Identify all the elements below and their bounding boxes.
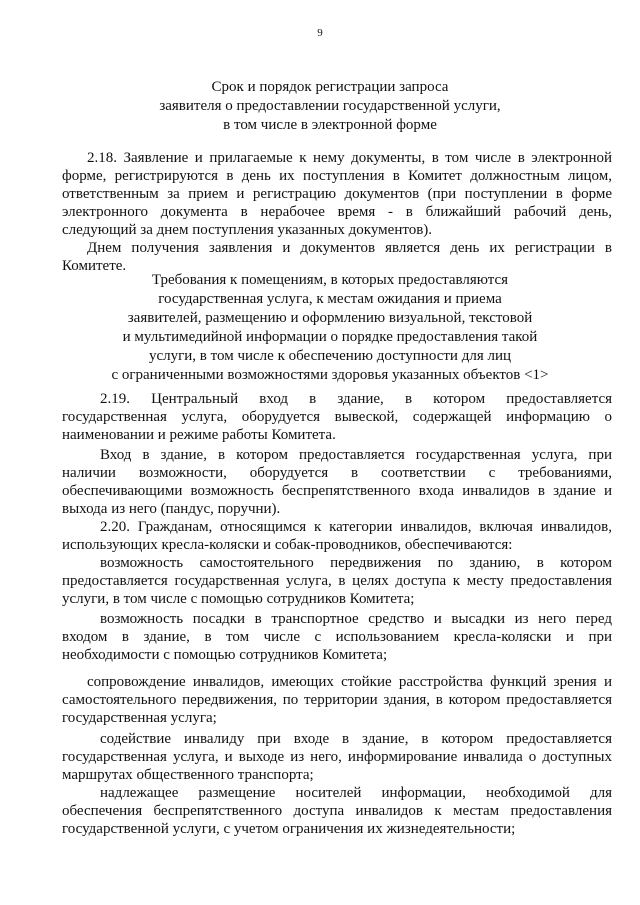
heading-line: с ограниченными возможностями здоровья указанных объектов <1> [111,367,549,383]
text-line: государственная услуга; [62,710,217,726]
text-line: Комитете. [62,258,127,274]
text-line: государственной услуги, с учетом ограничения их жизнедеятельности; [62,821,516,837]
text-line: Днем получения заявления и документов является день их регистрации в [87,240,612,256]
heading-line: заявителя о предоставлении государственной услуги, [159,98,501,114]
text-line: государственная услуга, и выходе из него, информирование инвалида о доступных [62,749,612,765]
text-line: входом в здание, в том числе с использованием кресла-коляски и при [62,629,612,645]
text-line: Вход в здание, в котором предоставляется государственная услуга, при [100,447,612,463]
text-line: сопровождение инвалидов, имеющих стойкие расстройства функций зрения и [87,674,612,690]
text-line: государственная услуга, оборудуется вывеской, содержащей информацию о [62,409,612,425]
heading-line: государственная услуга, к местам ожидания и приема [158,291,502,307]
text-line: обеспечивающими возможность беспрепятственного входа инвалидов в здание и [62,483,612,499]
heading-line: Срок и порядок регистрации запроса [211,79,449,95]
text-line: самостоятельного передвижения, по территории здания, в котором предоставляется [62,692,612,708]
text-line: использующих кресла-коляски и собак-проводников, обеспечиваются: [62,537,513,553]
section-heading-premises [60,271,600,385]
text-line: предоставляется государственная услуга, в целях доступа к месту предоставления [62,573,612,589]
text-line: наличии возможности, оборудуется в соответствии с требованиями, [62,465,612,481]
text-line: ответственным за прием и регистрацию документов (при поступлении в форме [62,186,612,202]
text-line: наименовании и режиме работы Комитета. [62,427,336,443]
text-line: выхода из него (пандус, поручни). [62,501,281,517]
heading-line: заявителей, размещению и оформлению визуальной, текстовой [127,310,533,326]
text-line: возможность посадки в транспортное средство и высадки из него перед [100,611,612,627]
heading-line: в том числе в электронной форме [223,117,437,133]
text-line: 2.19. Центральный вход в здание, в котором предоставляется [100,391,612,407]
text-line: 2.18. Заявление и прилагаемые к нему документы, в том числе в электронной [87,150,612,166]
text-line: 2.20. Гражданам, относящимся к категории инвалидов, включая инвалидов, [100,519,612,535]
text-line: надлежащее размещение носителей информации, необходимой для [100,785,612,801]
page-number: 9 [317,27,323,39]
text-line: необходимости с помощью сотрудников Комитета; [62,647,388,663]
section-heading-registration [60,78,600,135]
text-line: маршрутах общественного транспорта; [62,767,314,783]
text-line: содействие инвалиду при входе в здание, в котором предоставляется [100,731,612,747]
heading-line: и мультимедийной информации о порядке предоставления такой [122,329,538,345]
text-line: электронного документа в нерабочее время - в ближайший рабочий день, [62,204,612,220]
heading-line: услуги, в том числе к обеспечению доступности для лиц [148,348,512,364]
text-line: услуги, в том числе с помощью сотрудников Комитета; [62,591,415,607]
heading-line: Требования к помещениям, в которых предоставляются [151,272,509,288]
text-line: обеспечения беспрепятственного доступа инвалидов к местам предоставления [62,803,612,819]
text-line: следующий за днем поступления указанных документов). [62,222,433,238]
text-line: возможность самостоятельного передвижения по зданию, в котором [100,555,612,571]
text-line: форме, регистрируются в день их поступления в Комитет должностным лицом, [62,168,612,184]
